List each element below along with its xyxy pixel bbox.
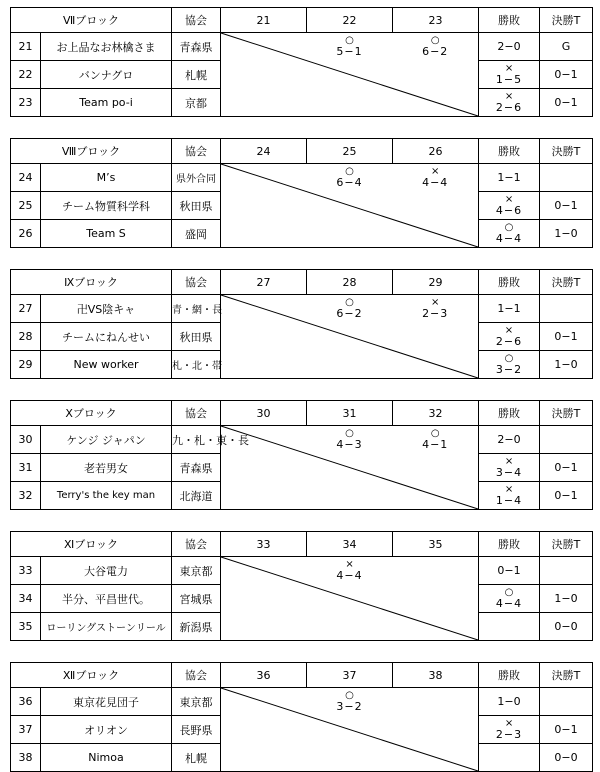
loss-mark: ×	[431, 166, 440, 178]
match-result	[307, 557, 393, 585]
win-loss-record: 1−0	[540, 351, 593, 379]
team-number: 21	[11, 33, 41, 61]
team-association: 九・札・東・長	[172, 426, 221, 454]
header-row	[11, 8, 593, 33]
final-tournament	[540, 426, 593, 454]
final-header: 決勝T	[540, 8, 593, 33]
first-row-results	[221, 688, 478, 716]
match-result	[479, 585, 540, 613]
opponent-column-header: 25	[307, 139, 393, 164]
match-result	[479, 454, 540, 482]
match-result	[479, 613, 540, 641]
team-number: 34	[11, 585, 41, 613]
win-loss-record: 1−0	[479, 688, 540, 716]
team-number: 32	[11, 482, 41, 510]
header-row	[11, 663, 593, 688]
block-section	[10, 7, 592, 117]
match-result	[221, 688, 307, 716]
team-name: ケンジ ジャパン	[41, 426, 172, 454]
record-header: 勝敗	[479, 663, 540, 688]
opponent-column-header: 27	[221, 270, 307, 295]
team-number: 30	[11, 426, 41, 454]
win-loss-record: 0−1	[540, 454, 593, 482]
team-association: 札幌	[172, 61, 221, 89]
match-result	[479, 61, 540, 89]
match-result	[479, 482, 540, 510]
opponent-column-header: 31	[307, 401, 393, 426]
opponent-column-header: 24	[221, 139, 307, 164]
header-row	[11, 532, 593, 557]
match-result	[221, 557, 307, 585]
block-section	[10, 400, 592, 510]
team-association: 札幌	[172, 744, 221, 772]
final-tournament	[540, 295, 593, 323]
opponent-column-header: 34	[307, 532, 393, 557]
win-mark: ○	[430, 428, 440, 440]
opponent-column-header: 26	[393, 139, 479, 164]
match-score: 2−3	[422, 307, 449, 321]
self-match-diagonal	[221, 295, 479, 379]
team-name: ローリングストーンリール	[41, 613, 172, 641]
match-score: 4−4	[495, 232, 523, 245]
team-name: Nimoa	[41, 744, 172, 772]
win-loss-record: 0−0	[540, 744, 593, 772]
match-score: 1−5	[495, 73, 523, 86]
round-robin-table	[10, 662, 593, 772]
team-association: 長野県	[172, 716, 221, 744]
round-robin-table	[10, 7, 593, 117]
team-association: 盛岡	[172, 220, 221, 248]
record-header: 勝敗	[479, 270, 540, 295]
block-name: Ⅸブロック	[11, 270, 172, 295]
match-result	[221, 164, 307, 192]
match-score: 1−4	[495, 494, 523, 507]
block-name: Ⅺブロック	[11, 532, 172, 557]
block-name: Ⅻブロック	[11, 663, 172, 688]
team-name: お上品なお林檎さま	[41, 33, 172, 61]
self-match-diagonal	[221, 164, 479, 248]
team-name: チーム物質科学科	[41, 192, 172, 220]
win-mark: ○	[345, 428, 354, 440]
match-score: 2−6	[495, 335, 523, 348]
match-result	[307, 688, 393, 716]
win-mark: ○	[430, 35, 440, 47]
round-robin-table	[10, 400, 593, 510]
team-name: オリオン	[41, 716, 172, 744]
win-loss-record: 0−1	[540, 192, 593, 220]
match-result	[307, 295, 393, 323]
match-score: 5−1	[336, 45, 363, 59]
opponent-column-header: 33	[221, 532, 307, 557]
match-score: 3−2	[336, 700, 363, 714]
self-match-diagonal	[221, 688, 479, 772]
team-name: 卍VS陰キャ	[41, 295, 172, 323]
team-association: 新潟県	[172, 613, 221, 641]
first-row-results	[221, 33, 478, 61]
team-name: Team po-i	[41, 89, 172, 117]
self-match-diagonal	[221, 33, 479, 117]
match-result	[221, 426, 307, 454]
team-name: 東京花見団子	[41, 688, 172, 716]
team-number: 26	[11, 220, 41, 248]
win-mark: ○	[345, 166, 354, 178]
first-row-results	[221, 426, 478, 454]
team-name: Terry's the key man	[41, 482, 172, 510]
block-name: Ⅹブロック	[11, 401, 172, 426]
match-result	[307, 426, 393, 454]
team-number: 31	[11, 454, 41, 482]
match-result	[221, 295, 307, 323]
win-mark: ○	[504, 587, 514, 598]
final-tournament: G	[540, 33, 593, 61]
match-result	[479, 744, 540, 772]
win-loss-record: 0−1	[540, 482, 593, 510]
win-loss-record: 0−1	[540, 89, 593, 117]
team-association: 秋田県	[172, 323, 221, 351]
match-result	[479, 716, 540, 744]
match-result	[479, 220, 540, 248]
match-result	[392, 688, 478, 716]
team-association: 県外合同	[172, 164, 221, 192]
win-loss-record: 2−0	[479, 33, 540, 61]
final-header: 決勝T	[540, 532, 593, 557]
team-association: 青森県	[172, 454, 221, 482]
team-number: 24	[11, 164, 41, 192]
block-section	[10, 662, 592, 772]
loss-mark: ×	[504, 194, 514, 205]
team-number: 35	[11, 613, 41, 641]
match-result	[392, 33, 478, 61]
final-tournament	[540, 557, 593, 585]
loss-mark: ×	[504, 325, 514, 336]
opponent-column-header: 23	[393, 8, 479, 33]
block-section	[10, 269, 592, 379]
team-number: 25	[11, 192, 41, 220]
team-name: チームにねんせい	[41, 323, 172, 351]
team-name: 大谷電力	[41, 557, 172, 585]
win-loss-record: 0−0	[540, 613, 593, 641]
win-mark: ○	[504, 222, 514, 233]
win-loss-record: 1−1	[479, 164, 540, 192]
match-score: 6−2	[336, 307, 363, 321]
match-score: 6−4	[336, 176, 363, 190]
match-result	[307, 164, 393, 192]
match-result	[479, 351, 540, 379]
team-association: 北海道	[172, 482, 221, 510]
team-name: 半分、平昌世代。	[41, 585, 172, 613]
team-association: 宮城県	[172, 585, 221, 613]
round-robin-table	[10, 138, 593, 248]
header-row	[11, 401, 593, 426]
win-loss-record: 1−0	[540, 585, 593, 613]
block-name: Ⅷブロック	[11, 139, 172, 164]
win-loss-record: 0−1	[540, 61, 593, 89]
final-header: 決勝T	[540, 270, 593, 295]
team-row	[11, 557, 593, 585]
team-row	[11, 164, 593, 192]
match-score: 4−3	[336, 438, 363, 452]
first-row-results	[221, 557, 478, 585]
team-name: New worker	[41, 351, 172, 379]
opponent-column-header: 38	[393, 663, 479, 688]
match-score: 4−4	[495, 597, 523, 610]
team-number: 38	[11, 744, 41, 772]
assoc-header: 協会	[172, 532, 221, 557]
match-result	[479, 323, 540, 351]
opponent-column-header: 22	[307, 8, 393, 33]
loss-mark: ×	[430, 297, 440, 309]
opponent-column-header: 29	[393, 270, 479, 295]
loss-mark: ×	[504, 91, 514, 102]
win-mark: ○	[345, 35, 354, 47]
win-loss-record: 1−0	[540, 220, 593, 248]
team-association: 青森県	[172, 33, 221, 61]
match-score: 6−2	[422, 45, 449, 59]
match-result	[392, 426, 478, 454]
team-name: Team S	[41, 220, 172, 248]
team-association: 青・網・長	[172, 295, 221, 323]
team-name: バンナグロ	[41, 61, 172, 89]
win-loss-record: 1−1	[479, 295, 540, 323]
team-number: 27	[11, 295, 41, 323]
opponent-column-header: 32	[393, 401, 479, 426]
round-robin-table	[10, 269, 593, 379]
win-loss-record: 0−1	[540, 716, 593, 744]
final-header: 決勝T	[540, 663, 593, 688]
self-match-diagonal	[221, 557, 479, 641]
loss-mark: ×	[504, 484, 514, 495]
final-header: 決勝T	[540, 401, 593, 426]
team-row	[11, 426, 593, 454]
team-row	[11, 295, 593, 323]
match-score: 2−3	[495, 728, 523, 741]
match-result	[392, 164, 478, 192]
opponent-column-header: 28	[307, 270, 393, 295]
win-loss-record: 0−1	[540, 323, 593, 351]
team-number: 23	[11, 89, 41, 117]
final-tournament	[540, 164, 593, 192]
final-tournament	[540, 688, 593, 716]
team-number: 29	[11, 351, 41, 379]
assoc-header: 協会	[172, 139, 221, 164]
assoc-header: 協会	[172, 8, 221, 33]
match-result	[479, 89, 540, 117]
match-score: 3−2	[495, 363, 523, 376]
opponent-column-header: 35	[393, 532, 479, 557]
match-result	[221, 33, 307, 61]
self-match-diagonal	[221, 426, 479, 510]
header-row	[11, 270, 593, 295]
block-section	[10, 531, 592, 641]
opponent-column-header: 37	[307, 663, 393, 688]
match-score: 3−4	[495, 466, 523, 479]
team-association: 東京都	[172, 688, 221, 716]
assoc-header: 協会	[172, 401, 221, 426]
match-score: 4−4	[336, 569, 363, 583]
match-score: 4−1	[422, 438, 449, 452]
team-association: 東京都	[172, 557, 221, 585]
team-row	[11, 33, 593, 61]
assoc-header: 協会	[172, 663, 221, 688]
round-robin-table	[10, 531, 593, 641]
record-header: 勝敗	[479, 532, 540, 557]
record-header: 勝敗	[479, 139, 540, 164]
opponent-column-header: 30	[221, 401, 307, 426]
match-result	[307, 33, 393, 61]
header-row	[11, 139, 593, 164]
team-row	[11, 688, 593, 716]
team-name: 老若男女	[41, 454, 172, 482]
match-score: 4−6	[495, 204, 523, 217]
win-loss-record: 2−0	[479, 426, 540, 454]
loss-mark: ×	[504, 718, 514, 729]
final-header: 決勝T	[540, 139, 593, 164]
loss-mark: ×	[504, 456, 514, 467]
team-association: 京都	[172, 89, 221, 117]
match-result	[392, 557, 478, 585]
team-number: 33	[11, 557, 41, 585]
loss-mark: ×	[504, 63, 514, 74]
match-result	[479, 192, 540, 220]
block-name: Ⅶブロック	[11, 8, 172, 33]
match-score: 2−6	[495, 101, 523, 114]
record-header: 勝敗	[479, 8, 540, 33]
team-association: 秋田県	[172, 192, 221, 220]
win-loss-record: 0−1	[479, 557, 540, 585]
first-row-results	[221, 164, 478, 192]
assoc-header: 協会	[172, 270, 221, 295]
win-mark: ○	[345, 690, 354, 702]
team-association: 札・北・帯	[172, 351, 221, 379]
team-number: 37	[11, 716, 41, 744]
team-number: 36	[11, 688, 41, 716]
match-score: 4−4	[422, 176, 449, 190]
loss-mark: ×	[345, 559, 354, 571]
opponent-column-header: 36	[221, 663, 307, 688]
team-name: M’s	[41, 164, 172, 192]
block-section	[10, 138, 592, 248]
win-mark: ○	[504, 353, 514, 364]
match-result	[392, 295, 478, 323]
first-row-results	[221, 295, 478, 323]
team-number: 22	[11, 61, 41, 89]
opponent-column-header: 21	[221, 8, 307, 33]
record-header: 勝敗	[479, 401, 540, 426]
team-number: 28	[11, 323, 41, 351]
win-mark: ○	[345, 297, 354, 309]
